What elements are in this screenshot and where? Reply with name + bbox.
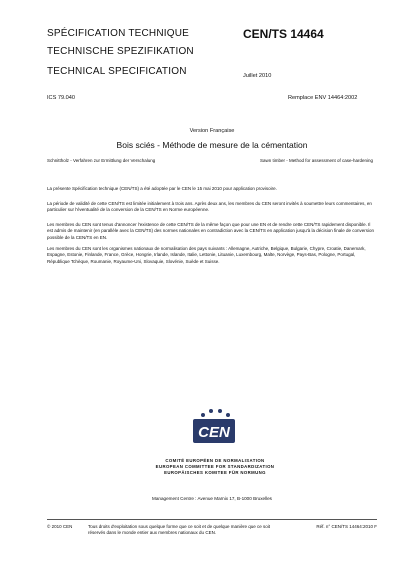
publication-date: Juillet 2010 [243,73,272,79]
spec-title-fr: SPÉCIFICATION TECHNIQUE [47,28,190,39]
org-name-en: EUROPEAN COMMITTEE FOR STANDARDIZATION [155,464,275,469]
replaces-note: Remplace ENV 14464:2002 [288,95,358,101]
spec-title-en: TECHNICAL SPECIFICATION [47,66,187,77]
footer-reference: Réf. n° CEN/TS 14464:2010 F [316,524,377,529]
document-title: Bois sciés - Méthode de mesure de la cémentation [116,140,308,150]
adoption-paragraph: La présente Spécification technique (CEN/TS) a été adoptée par le CEN le 15 mai 2010 pour application provisoire. [47,186,277,191]
title-german: Schnittholz - Verfahren zur Ermittlung der Verschalung [47,158,156,163]
cen-logo [189,405,239,455]
members-obligation-paragraph: Les membres du CEN sont tenus d'annoncer l'existence de cette CEN/TS de la même façon que pour une EN et de rendre cette CEN/TS rapidement disponible. Il est admis de maintenir (en parallèle avec la CEN/TS) des normes nationales en contradiction avec la CEN/TS en application jusqu'à la décision finale de conversion possible de la CEN/TS en EN. [47,222,375,240]
org-names [150,458,280,476]
spec-title-de: TECHNISCHE SPEZIFIKATION [47,46,194,57]
version-label: Version Française [189,128,235,134]
org-name-de: EUROPÄISCHES KOMITEE FÜR NORMUNG [164,470,266,475]
org-name-fr: COMITÉ EUROPÉEN DE NORMALISATION [165,458,265,463]
footer-divider [47,519,377,520]
member-countries-paragraph: Les membres du CEN sont les organismes nationaux de normalisation des pays suivants : Allemagne, Autriche, Belgique, Bulgarie, Chypre, Croatie, Danemark, Espagne, Estonie, Finlande, France, Grèce, Hongrie, Irlande, Islande, Italie, Lettonie, Lituanie, Luxembourg, Malte, Norvège, Pays-Bas, Pologne, Portugal, République Tchèque, Roumanie, Royaume-Uni, Slovaquie, Slovénie, Suède et Suisse. [47,246,366,264]
title-english: Sawn timber - Method for assessment of case-hardening [260,158,374,163]
standard-number: CEN/TS 14464 [243,27,324,41]
validity-paragraph: La période de validité de cette CEN/TS est limitée initialement à trois ans. Après deux ans, les membres du CEN seront invités à soumettre leurs commentaires, en particulier sur l'éventualité de la conversion de la CEN/TS en Norme européenne. [47,201,372,213]
footer-rights: Tous droits d'exploitation sous quelque forme que ce soit et de quelque manière que ce soit réservés dans le monde entier aux membres nationaux du CEN. [88,524,270,536]
cen-logo-text: CEN [198,424,230,441]
cen-logo-icon [189,405,239,455]
management-centre-address: Management Centre : Avenue Marnix 17, B-1000 Bruxelles [152,496,272,501]
footer-copyright: © 2010 CEN [47,524,73,529]
ics-code: ICS 79.040 [47,95,75,101]
